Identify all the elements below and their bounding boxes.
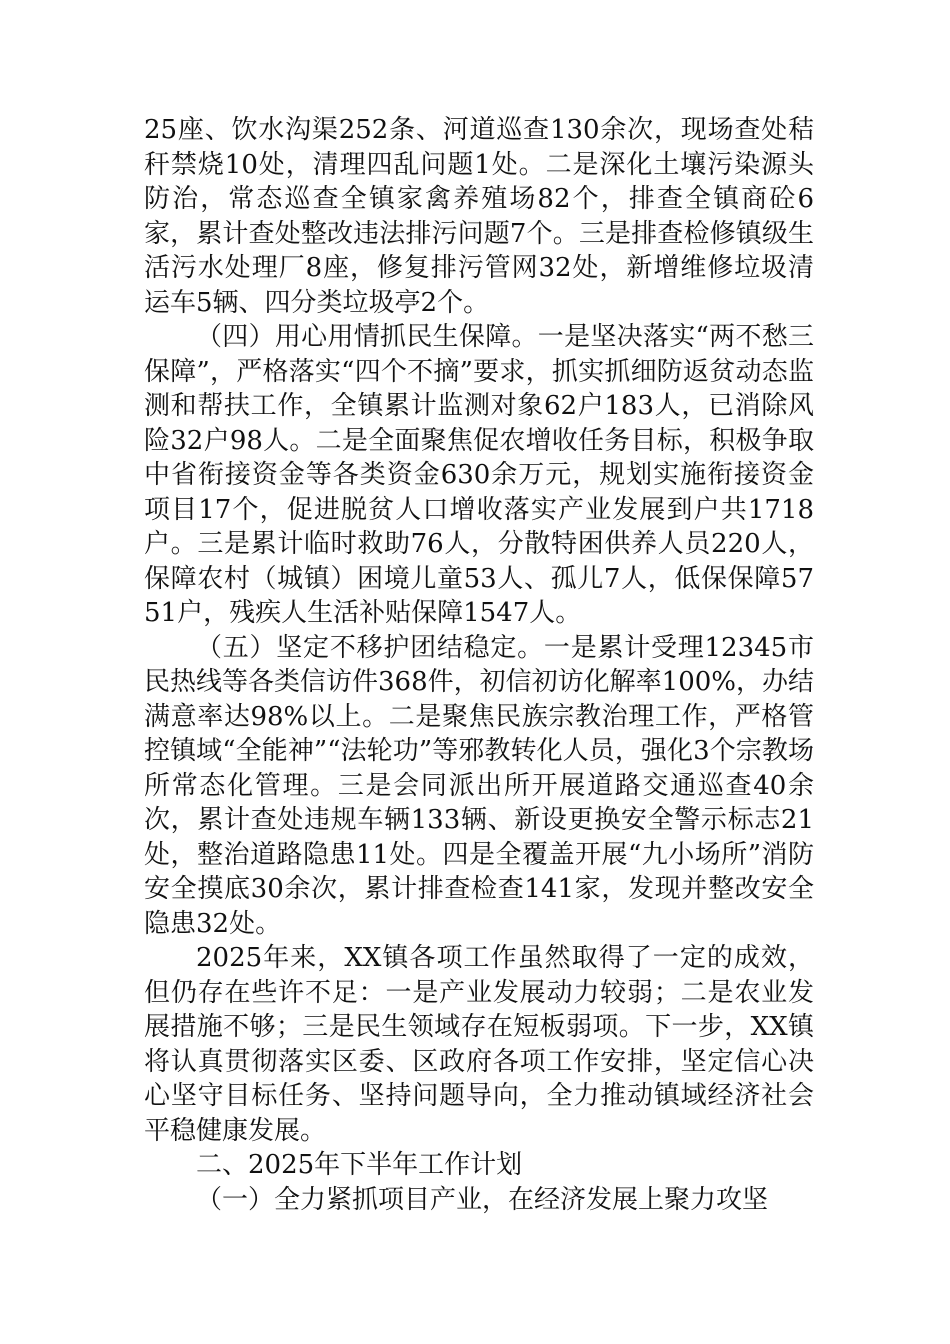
section-heading: 二、2025年下半年工作计划: [196, 1150, 523, 1180]
paragraph-continuation: 25座、饮水沟渠252条、河道巡查130余次，现场查处秸秆禁烧10处，清理四乱问题1处。二是深化土壤污染源头防治，常态巡查全镇家禽养殖场82个，排查全镇商砼6家，累计查处整改违法排污问题7个。三是排查检修镇级生活污水处理厂8座，修复排污管网32处，新增维修垃圾清运车5辆、四分类垃圾亭2个。: [144, 115, 814, 318]
section-five-paragraph: （五）坚定不移护团结稳定。一是累计受理12345市民热线等各类信访件368件，初信初访化解率100%，办结满意率达98%以上。二是聚焦民族宗教治理工作，严格管控镇域“全能神”“法轮功”等邪教转化人员，强化3个宗教场所常态化管理。三是会同派出所开展道路交通巡查40余次，累计查处违规车辆133辆、新设更换安全警示标志21处，整治道路隐患11处。四是全覆盖开展“九小场所”消防安全摸底30余次，累计排查检查141家，发现并整改安全隐患32处。: [144, 632, 814, 939]
section-four-paragraph: （四）用心用情抓民生保障。一是坚决落实“两不愁三保障”，严格落实“四个不摘”要求，抓实抓细防返贫动态监测和帮扶工作，全镇累计监测对象62户183人，已消除风险32户98人。二是全面聚焦促农增收任务目标，积极争取中省衔接资金等各类资金630余万元，规划实施衔接资金项目17个，促进脱贫人口增收落实产业发展到户共1718户。三是累计临时救助76人，分散特困供养人员220人，保障农村（城镇）困境儿童53人、孤儿7人，低保保障5751户，残疾人生活补贴保障1547人。: [144, 322, 814, 628]
document-body: [144, 113, 814, 1217]
summary-paragraph: 2025年来，XX镇各项工作虽然取得了一定的成效，但仍存在些许不足：一是产业发展动力较弱；二是农业发展措施不够；三是民生领域存在短板弱项。下一步，XX镇将认真贯彻落实区委、区政府各项工作安排，坚定信心决心坚守目标任务、坚持问题导向，全力推动镇域经济社会平稳健康发展。: [144, 943, 814, 1146]
subsection-heading: （一）全力紧抓项目产业，在经济发展上聚力攻坚: [196, 1184, 769, 1215]
